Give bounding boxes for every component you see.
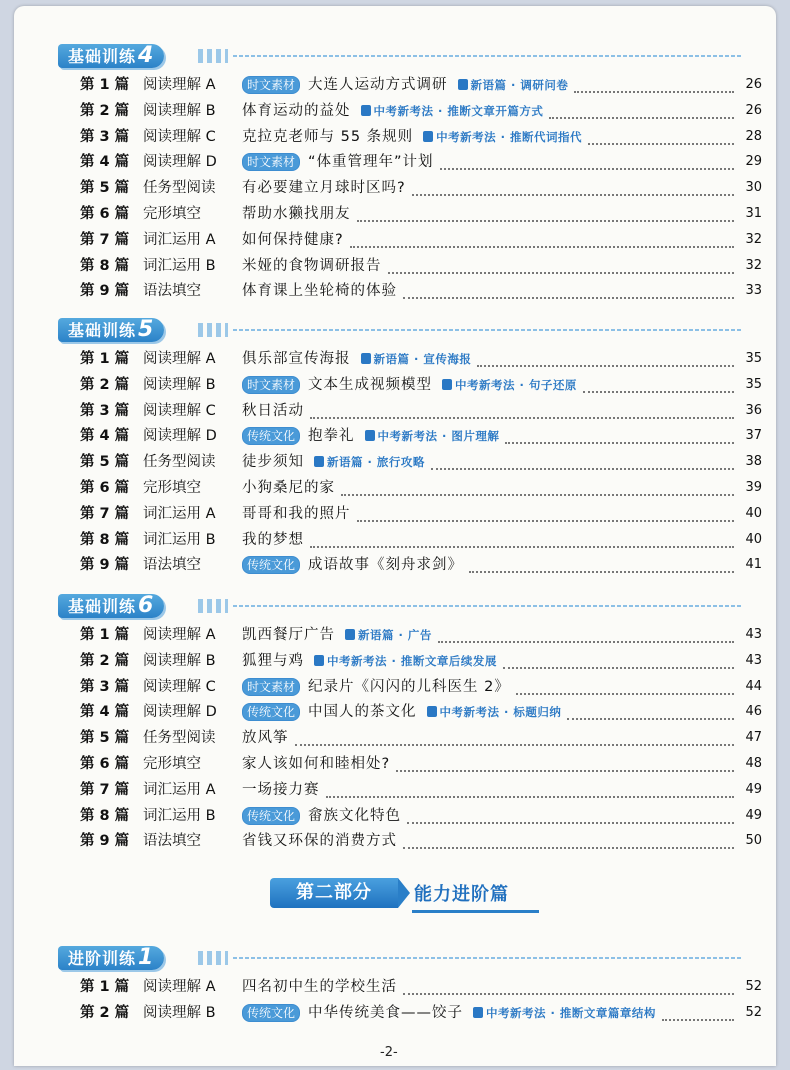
toc-entry[interactable] xyxy=(62,253,762,279)
section-header xyxy=(58,44,738,68)
entry-type: 词汇运用 A xyxy=(143,781,216,798)
entry-number: 第 5 篇 xyxy=(80,454,130,471)
note-icon xyxy=(361,353,371,364)
entry-type: 词汇运用 A xyxy=(143,231,216,248)
entry-type: 完形填空 xyxy=(143,756,201,772)
entry-title: 体育课上坐轮椅的体验 xyxy=(242,283,397,300)
entry-type: 任务型阅读 xyxy=(143,454,216,471)
note-text: 中考新考法 · 推断文章开篇方式 xyxy=(373,103,544,118)
note-icon xyxy=(314,655,324,666)
exam-note xyxy=(361,346,472,372)
toc-entry[interactable] xyxy=(62,449,762,475)
exam-note xyxy=(314,449,425,475)
entry-content xyxy=(242,828,762,854)
toc-entry[interactable] xyxy=(62,175,762,201)
leader-dots xyxy=(310,532,734,548)
entry-title: 一场接力赛 xyxy=(242,781,320,798)
toc-entry[interactable] xyxy=(62,501,762,527)
page-number: 41 xyxy=(745,557,762,573)
entry-type: 语法填空 xyxy=(143,283,201,300)
entry-content xyxy=(242,648,762,674)
entry-number: 第 5 篇 xyxy=(80,180,130,197)
entry-content xyxy=(242,527,762,553)
toc-entry[interactable] xyxy=(62,278,762,304)
note-text: 新语篇 · 广告 xyxy=(358,628,432,642)
entry-title: 家人该如何和睦相处? xyxy=(242,756,391,772)
toc-entry[interactable] xyxy=(62,372,762,398)
toc-entry[interactable] xyxy=(62,725,762,751)
entry-number: 第 8 篇 xyxy=(80,531,130,548)
entry-type: 阅读理解 C xyxy=(143,128,216,145)
exam-note xyxy=(314,648,497,674)
toc-entry[interactable] xyxy=(62,552,762,578)
entry-type: 阅读理解 A xyxy=(143,77,216,93)
entry-title: 如何保持健康? xyxy=(242,231,344,248)
section-badge xyxy=(58,594,164,618)
entry-type: 词汇运用 B xyxy=(143,531,216,548)
entry-type: 完形填空 xyxy=(143,206,201,222)
entry-content xyxy=(242,201,762,227)
badge-decoration xyxy=(198,323,228,337)
toc-entry[interactable] xyxy=(62,227,762,253)
toc-entry[interactable] xyxy=(62,72,762,98)
note-text: 新语篇 · 宣传海报 xyxy=(373,352,472,366)
section-number: 1 xyxy=(138,945,155,970)
leader-dots xyxy=(505,428,734,444)
exam-note xyxy=(423,124,582,150)
entry-number: 第 6 篇 xyxy=(80,756,130,772)
toc-entry[interactable] xyxy=(62,828,762,854)
entry-content xyxy=(242,501,762,527)
section-label: 基础训练 xyxy=(68,321,137,340)
leader-dots xyxy=(403,833,734,849)
note-text: 中考新考法 · 句子还原 xyxy=(455,377,577,392)
exam-note xyxy=(365,423,500,449)
entry-number: 第 4 篇 xyxy=(80,154,130,171)
header-rule xyxy=(233,605,743,607)
section-header xyxy=(58,318,738,342)
section-badge xyxy=(58,946,164,970)
toc-entry[interactable] xyxy=(62,201,762,227)
topic-tag: 时文素材 xyxy=(242,76,300,94)
entry-title: 纪录片《闪闪的儿科医生 2》 xyxy=(308,678,510,695)
entry-title: 成语故事《刻舟求剑》 xyxy=(308,557,464,574)
entry-content xyxy=(242,278,762,304)
page-number: 31 xyxy=(745,206,762,221)
page-number: 47 xyxy=(745,730,762,746)
entry-title: 克拉克老师与 55 条规则 xyxy=(242,128,414,145)
entry-title: 中国人的茶文化 xyxy=(308,704,417,721)
toc-entry[interactable] xyxy=(62,622,762,648)
leader-dots xyxy=(407,808,734,824)
section-header xyxy=(58,594,738,618)
entry-title: 放风筝 xyxy=(242,730,289,747)
entry-title: 体育运动的益处 xyxy=(242,102,351,119)
section-number: 4 xyxy=(138,43,155,68)
leader-dots xyxy=(516,679,734,695)
header-rule xyxy=(233,55,743,57)
entry-number: 第 6 篇 xyxy=(80,206,130,222)
toc-entry[interactable] xyxy=(62,974,762,1000)
entry-content xyxy=(242,346,762,372)
entry-title: 大连人运动方式调研 xyxy=(308,77,448,93)
entry-title: 哥哥和我的照片 xyxy=(242,505,351,522)
note-icon xyxy=(365,430,375,441)
section-number: 5 xyxy=(138,317,155,342)
toc-entry[interactable] xyxy=(62,699,762,725)
toc-entry[interactable] xyxy=(62,674,762,700)
entry-content xyxy=(242,777,762,803)
entry-number: 第 1 篇 xyxy=(80,77,130,93)
leader-dots xyxy=(403,283,734,299)
entry-number: 第 9 篇 xyxy=(80,557,130,574)
note-icon xyxy=(345,629,355,640)
page-number: 52 xyxy=(745,1004,762,1020)
page-number: 38 xyxy=(745,454,762,470)
entry-content xyxy=(242,552,762,578)
entry-number: 第 2 篇 xyxy=(80,1004,130,1021)
entry-number: 第 7 篇 xyxy=(80,505,130,522)
leader-dots xyxy=(588,129,734,145)
entry-number: 第 2 篇 xyxy=(80,652,130,669)
entry-content xyxy=(242,1000,762,1026)
page-number: 44 xyxy=(745,678,762,694)
entry-title: 有必要建立月球时区吗? xyxy=(242,180,406,197)
entry-content xyxy=(242,725,762,751)
note-icon xyxy=(423,131,433,142)
note-icon xyxy=(442,379,452,390)
entry-content xyxy=(242,674,762,700)
entry-title: 我的梦想 xyxy=(242,531,304,548)
entry-type: 阅读理解 C xyxy=(143,678,216,695)
toc-entry[interactable] xyxy=(62,475,762,501)
page-number: 35 xyxy=(745,351,762,366)
part-banner xyxy=(270,878,540,912)
toc-entry[interactable] xyxy=(62,423,762,449)
part-arrow xyxy=(398,878,410,908)
entry-number: 第 9 篇 xyxy=(80,833,130,850)
toc-entry[interactable] xyxy=(62,1000,762,1026)
leader-dots xyxy=(326,782,735,798)
note-text: 中考新考法 · 图片理解 xyxy=(377,429,500,444)
entry-content xyxy=(242,227,762,253)
toc-entry[interactable] xyxy=(62,398,762,424)
entry-title: 小狗桑尼的家 xyxy=(242,480,335,496)
leader-dots xyxy=(440,154,734,170)
entry-content xyxy=(242,398,762,424)
page-number: 40 xyxy=(745,531,762,547)
leader-dots xyxy=(350,232,734,248)
section-label: 基础训练 xyxy=(68,47,137,66)
entry-type: 阅读理解 A xyxy=(143,627,216,643)
leader-dots xyxy=(662,1005,734,1021)
note-icon xyxy=(361,105,371,116)
entry-title: 米娅的食物调研报告 xyxy=(242,257,382,274)
note-text: 中考新考法 · 标题归纳 xyxy=(439,705,562,720)
page-number: 36 xyxy=(745,402,762,418)
entry-title: “体重管理年”计划 xyxy=(308,154,434,171)
note-icon xyxy=(314,456,324,467)
page-number: 35 xyxy=(745,376,762,392)
entry-content xyxy=(242,98,762,124)
part-label: 第二部分 xyxy=(270,878,398,908)
entry-content xyxy=(242,423,762,449)
leader-dots xyxy=(295,730,735,746)
leader-dots xyxy=(469,557,734,573)
entry-number: 第 7 篇 xyxy=(80,231,130,248)
exam-note xyxy=(361,98,544,124)
exam-note xyxy=(427,699,562,725)
page-number: 46 xyxy=(745,704,762,720)
badge-decoration xyxy=(198,951,228,965)
entry-type: 阅读理解 D xyxy=(143,704,217,721)
page-number: 33 xyxy=(745,283,762,299)
part-title: 能力进阶篇 xyxy=(412,882,539,913)
page-number: 32 xyxy=(745,231,762,247)
entry-number: 第 9 篇 xyxy=(80,283,130,300)
entry-content xyxy=(242,751,762,777)
note-text: 新语篇 · 旅行攻略 xyxy=(327,455,425,470)
entry-content xyxy=(242,124,762,150)
entry-type: 阅读理解 C xyxy=(143,402,216,419)
entry-number: 第 4 篇 xyxy=(80,428,130,445)
page-number: 32 xyxy=(745,257,762,273)
entry-content xyxy=(242,175,762,201)
note-text: 新语篇 · 调研问卷 xyxy=(470,78,569,92)
leader-dots xyxy=(412,180,734,196)
entry-title: 文本生成视频模型 xyxy=(308,376,433,393)
page-number: 49 xyxy=(745,781,762,797)
note-icon xyxy=(473,1007,483,1018)
note-icon xyxy=(427,706,437,717)
entry-number: 第 5 篇 xyxy=(80,730,130,747)
toc-entry[interactable] xyxy=(62,777,762,803)
entry-title: 帮助水獭找朋友 xyxy=(242,206,351,222)
entry-number: 第 2 篇 xyxy=(80,102,130,119)
leader-dots xyxy=(574,77,734,93)
page-number: 26 xyxy=(745,77,762,92)
entry-number: 第 3 篇 xyxy=(80,128,130,145)
entry-number: 第 8 篇 xyxy=(80,257,130,274)
toc-entry[interactable] xyxy=(62,751,762,777)
page-number: 52 xyxy=(745,979,762,994)
section-label: 基础训练 xyxy=(68,597,137,616)
note-text: 中考新考法 · 推断文章后续发展 xyxy=(327,653,497,668)
toc-entry[interactable] xyxy=(62,648,762,674)
leader-dots xyxy=(477,351,734,367)
page-number: 28 xyxy=(745,128,762,144)
leader-dots xyxy=(341,480,734,496)
entry-type: 词汇运用 B xyxy=(143,257,216,274)
entry-title: 畲族文化特色 xyxy=(308,807,402,824)
topic-tag: 时文素材 xyxy=(242,376,300,394)
section-label: 进阶训练 xyxy=(68,949,137,968)
entry-type: 阅读理解 D xyxy=(143,428,217,445)
toc-entry[interactable] xyxy=(62,803,762,829)
exam-note xyxy=(442,372,577,398)
entry-content xyxy=(242,974,762,1000)
entry-title: 凯西餐厅广告 xyxy=(242,627,335,643)
entry-title: 徒步须知 xyxy=(242,454,304,471)
page-footer-number: -2- xyxy=(380,1045,398,1060)
toc-entry[interactable] xyxy=(62,346,762,372)
entry-content xyxy=(242,803,762,829)
entry-number: 第 1 篇 xyxy=(80,351,130,367)
entry-title: 四名初中生的学校生活 xyxy=(242,979,397,995)
entry-type: 阅读理解 B xyxy=(143,102,216,119)
page-number: 39 xyxy=(745,480,762,495)
section-header xyxy=(58,946,738,970)
section-badge xyxy=(58,318,164,342)
entry-content xyxy=(242,622,762,648)
entry-type: 阅读理解 D xyxy=(143,154,217,171)
entry-type: 语法填空 xyxy=(143,833,201,850)
leader-dots xyxy=(567,704,734,720)
leader-dots xyxy=(431,454,734,470)
entry-content xyxy=(242,699,762,725)
toc-entry[interactable] xyxy=(62,124,762,150)
toc-entry[interactable] xyxy=(62,149,762,175)
entry-title: 俱乐部宣传海报 xyxy=(242,351,351,367)
entry-type: 语法填空 xyxy=(143,557,201,574)
entry-content xyxy=(242,449,762,475)
entry-type: 完形填空 xyxy=(143,480,201,496)
topic-tag: 传统文化 xyxy=(242,703,300,721)
entry-type: 阅读理解 B xyxy=(143,376,216,393)
entry-content xyxy=(242,72,762,98)
exam-note xyxy=(473,1000,656,1026)
leader-dots xyxy=(357,506,735,522)
entry-title: 狐狸与鸡 xyxy=(242,652,304,669)
header-rule xyxy=(233,329,743,331)
entry-type: 阅读理解 A xyxy=(143,979,216,995)
entry-number: 第 3 篇 xyxy=(80,678,130,695)
badge-decoration xyxy=(198,49,228,63)
page-number: 49 xyxy=(745,807,762,823)
entry-content xyxy=(242,253,762,279)
page-number: 30 xyxy=(745,180,762,196)
entry-type: 阅读理解 B xyxy=(143,1004,216,1021)
entry-title: 抱拳礼 xyxy=(308,428,355,445)
entry-number: 第 1 篇 xyxy=(80,627,130,643)
leader-dots xyxy=(583,377,734,393)
topic-tag: 传统文化 xyxy=(242,1004,300,1022)
section-badge xyxy=(58,44,164,68)
leader-dots xyxy=(549,103,734,119)
leader-dots xyxy=(403,979,734,995)
entry-number: 第 8 篇 xyxy=(80,807,130,824)
page-number: 37 xyxy=(745,428,762,444)
entry-type: 阅读理解 B xyxy=(143,652,216,669)
topic-tag: 传统文化 xyxy=(242,807,300,825)
entry-type: 阅读理解 A xyxy=(143,351,216,367)
entry-number: 第 2 篇 xyxy=(80,376,130,393)
entry-type: 词汇运用 B xyxy=(143,807,216,824)
entry-content xyxy=(242,372,762,398)
leader-dots xyxy=(388,258,735,274)
topic-tag: 时文素材 xyxy=(242,153,300,171)
leader-dots xyxy=(310,403,734,419)
entry-title: 中华传统美食——饺子 xyxy=(308,1004,464,1021)
note-text: 中考新考法 · 推断文章篇章结构 xyxy=(486,1005,656,1020)
entry-content xyxy=(242,149,762,175)
leader-dots xyxy=(438,627,734,643)
entry-number: 第 7 篇 xyxy=(80,781,130,798)
page-number: 26 xyxy=(745,102,762,118)
page-number: 48 xyxy=(745,756,762,771)
exam-note xyxy=(458,72,569,98)
entry-title: 秋日活动 xyxy=(242,402,304,419)
entry-type: 任务型阅读 xyxy=(143,180,216,197)
entry-number: 第 4 篇 xyxy=(80,704,130,721)
note-text: 中考新考法 · 推断代词指代 xyxy=(436,129,583,144)
leader-dots xyxy=(503,653,734,669)
toc-entry[interactable] xyxy=(62,98,762,124)
page-number: 43 xyxy=(745,627,762,642)
topic-tag: 传统文化 xyxy=(242,427,300,445)
header-rule xyxy=(233,957,743,959)
exam-note xyxy=(345,622,432,648)
toc-entry[interactable] xyxy=(62,527,762,553)
entry-number: 第 1 篇 xyxy=(80,979,130,995)
entry-number: 第 6 篇 xyxy=(80,480,130,496)
page-number: 50 xyxy=(745,833,762,849)
page-number: 40 xyxy=(745,505,762,521)
topic-tag: 传统文化 xyxy=(242,556,300,574)
note-icon xyxy=(458,79,468,90)
badge-decoration xyxy=(198,599,228,613)
section-number: 6 xyxy=(138,593,155,618)
page-number: 29 xyxy=(745,154,762,170)
leader-dots xyxy=(396,756,734,772)
entry-content xyxy=(242,475,762,501)
topic-tag: 时文素材 xyxy=(242,678,300,696)
entry-number: 第 3 篇 xyxy=(80,402,130,419)
leader-dots xyxy=(357,206,735,222)
page-number: 43 xyxy=(745,652,762,668)
entry-title: 省钱又环保的消费方式 xyxy=(242,833,397,850)
entry-type: 任务型阅读 xyxy=(143,730,216,747)
entry-type: 词汇运用 A xyxy=(143,505,216,522)
